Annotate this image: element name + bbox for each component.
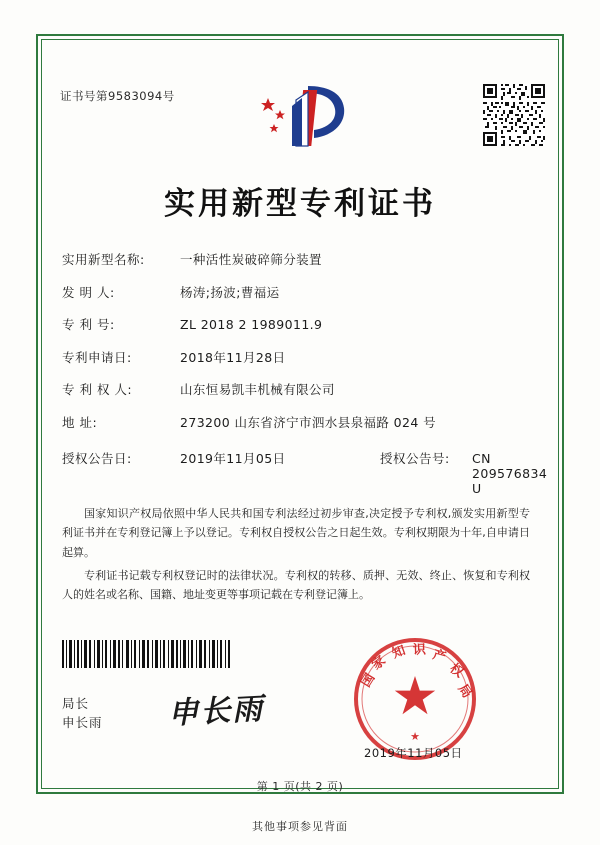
page-title: 实用新型专利证书 bbox=[164, 186, 436, 222]
legal-paragraph-1: 国家知识产权局依照中华人民共和国专利法经过初步审查,决定授予专利权,颁发实用新型专利证书并在专利登记簿上予以登记。专利权自授权公告之日起生效。专利权期限为十年,自申请日起算。 bbox=[62, 507, 530, 559]
field-value-grant-date: 2019年11月05日 bbox=[180, 450, 286, 466]
handwritten-signature: 申长雨 bbox=[167, 691, 266, 732]
seal-date: 2019年11月05日 bbox=[364, 746, 463, 760]
barcode bbox=[62, 640, 230, 668]
official-seal bbox=[352, 636, 478, 762]
field-value: 一种活性炭破碎筛分装置 bbox=[180, 252, 322, 267]
svg-text:权: 权 bbox=[446, 661, 466, 681]
legal-paragraph-2: 专利证书记载专利权登记时的法律状况。专利权的转移、质押、无效、终止、恢复和专利权人的姓名或名称、国籍、地址变更等事项记载在专利登记簿上。 bbox=[62, 568, 530, 601]
svg-text:识: 识 bbox=[412, 642, 427, 658]
field-row-grant bbox=[62, 449, 548, 496]
field-row-patentee bbox=[62, 380, 532, 398]
svg-text:国: 国 bbox=[358, 671, 379, 691]
director-title: 局长 bbox=[62, 696, 90, 711]
director-block bbox=[62, 694, 103, 733]
field-label-grant-date: 授权公告日: bbox=[62, 450, 132, 466]
field-label: 实用新型名称: bbox=[62, 252, 145, 267]
field-row-patent-number bbox=[62, 315, 532, 333]
svg-text:局: 局 bbox=[454, 681, 475, 702]
field-label-grant-number: 授权公告号: bbox=[380, 450, 450, 466]
field-label: 发 明 人: bbox=[62, 284, 115, 300]
field-label: 地 址: bbox=[62, 414, 98, 430]
field-row-inventor bbox=[62, 283, 532, 301]
field-value: 2018年11月28日 bbox=[180, 349, 286, 365]
svg-text:产: 产 bbox=[430, 647, 448, 666]
field-label: 专 利 权 人: bbox=[62, 382, 133, 397]
bottom-note: 其他事项参见背面 bbox=[252, 820, 348, 833]
svg-text:家: 家 bbox=[369, 653, 389, 674]
field-label: 专 利 号: bbox=[62, 317, 115, 332]
patent-office-logo-icon bbox=[252, 82, 348, 154]
field-row-application-date bbox=[62, 348, 532, 366]
certificate-number: 证书号第9583094号 bbox=[60, 89, 175, 103]
field-label: 专利申请日: bbox=[62, 349, 132, 365]
svg-text:★: ★ bbox=[410, 730, 420, 743]
page-number: 第 1 页(共 2 页) bbox=[256, 780, 344, 793]
field-row-name bbox=[62, 250, 532, 268]
field-value: 山东恒易凯丰机械有限公司 bbox=[180, 382, 335, 397]
qr-code bbox=[483, 84, 545, 146]
field-value: ZL 2018 2 1989011.9 bbox=[180, 317, 323, 332]
field-list bbox=[62, 250, 548, 510]
legal-text bbox=[62, 504, 530, 608]
svg-text:知: 知 bbox=[390, 643, 408, 662]
director-name: 申长雨 bbox=[62, 715, 103, 731]
field-row-address bbox=[62, 413, 532, 431]
field-value: 273200 山东省济宁市泗水县泉福路 024 号 bbox=[180, 414, 436, 430]
field-value: 杨涛;扬波;曹福运 bbox=[180, 284, 280, 300]
field-value-grant-number: CN 209576834 U bbox=[472, 450, 548, 496]
